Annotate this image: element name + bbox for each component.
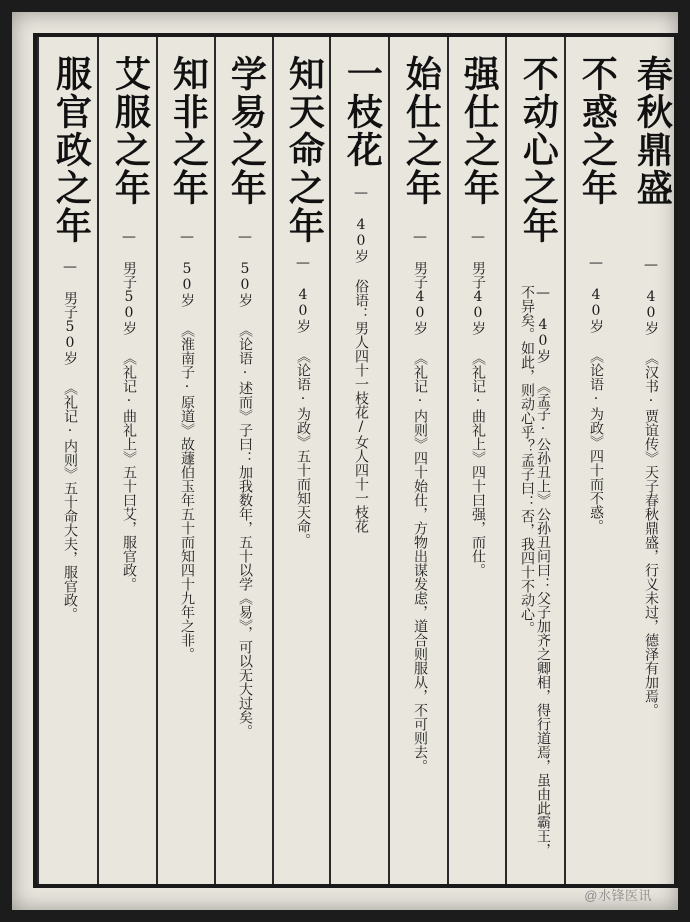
column-text: — 40岁 《汉书·贾谊传》天子春秋鼎盛，行义未过，德泽有加焉。 — [643, 257, 659, 717]
column-title: 强仕之年 — [458, 55, 501, 207]
column-2 — [564, 37, 623, 884]
column-text: — 男子50岁 《礼记·内则》五十命大夫，服官政。 — [62, 259, 78, 621]
column-title: 春秋鼎盛 — [631, 55, 674, 207]
column-title: 始仕之年 — [400, 55, 443, 207]
column-8 — [214, 37, 272, 884]
column-text: — 40岁 《论语·为政》五十而知天命。 — [295, 255, 311, 547]
column-1 — [623, 37, 678, 884]
column-7 — [272, 37, 329, 884]
column-text: — 40岁 《论语·为政》四十而不惑。 — [588, 255, 604, 533]
column-title: 艾服之年 — [109, 55, 152, 207]
column-text: — 40岁 《孟子·公孙丑上》公孙丑问曰：父子加齐之卿相，得行道焉，虽由此霸王，不异矣。如此，则动心乎？孟子曰：否，我四十不动心。 — [519, 285, 551, 857]
column-text: — 40岁 俗语：男人四十一枝花/女人四十一枝花 — [353, 185, 369, 533]
column-5 — [388, 37, 447, 884]
column-title: 服官政之年 — [50, 55, 93, 245]
paper-background — [12, 12, 678, 910]
column-10 — [97, 37, 156, 884]
column-title: 知非之年 — [167, 55, 210, 207]
watermark: @水锋医讯 — [584, 888, 652, 903]
column-6 — [329, 37, 388, 884]
column-title: 学易之年 — [225, 55, 268, 207]
column-3 — [505, 37, 564, 884]
column-text: — 男子40岁 《礼记·内则》四十始仕，方物出谋发虑，道合则服从，不可则去。 — [412, 229, 428, 773]
column-text: — 男子50岁 《礼记·曲礼上》五十曰艾，服官政。 — [121, 229, 137, 591]
column-9 — [156, 37, 214, 884]
column-4 — [447, 37, 505, 884]
column-text: — 男子40岁 《礼记·曲礼上》四十曰强，而仕。 — [470, 229, 486, 577]
column-text: — 50岁 《淮南子·原道》故蘧伯玉年五十而知四十九年之非。 — [179, 229, 195, 661]
column-title: 不动心之年 — [517, 55, 560, 245]
age-terms-table — [33, 33, 678, 888]
column-title: 一枝花 — [341, 55, 384, 169]
column-text: — 50岁 《论语·述而》子曰：加我数年，五十以学《易》，可以无大过矣。 — [237, 229, 253, 738]
column-title: 知天命之年 — [283, 55, 326, 245]
column-title: 不惑之年 — [576, 55, 619, 207]
column-11 — [37, 37, 97, 884]
